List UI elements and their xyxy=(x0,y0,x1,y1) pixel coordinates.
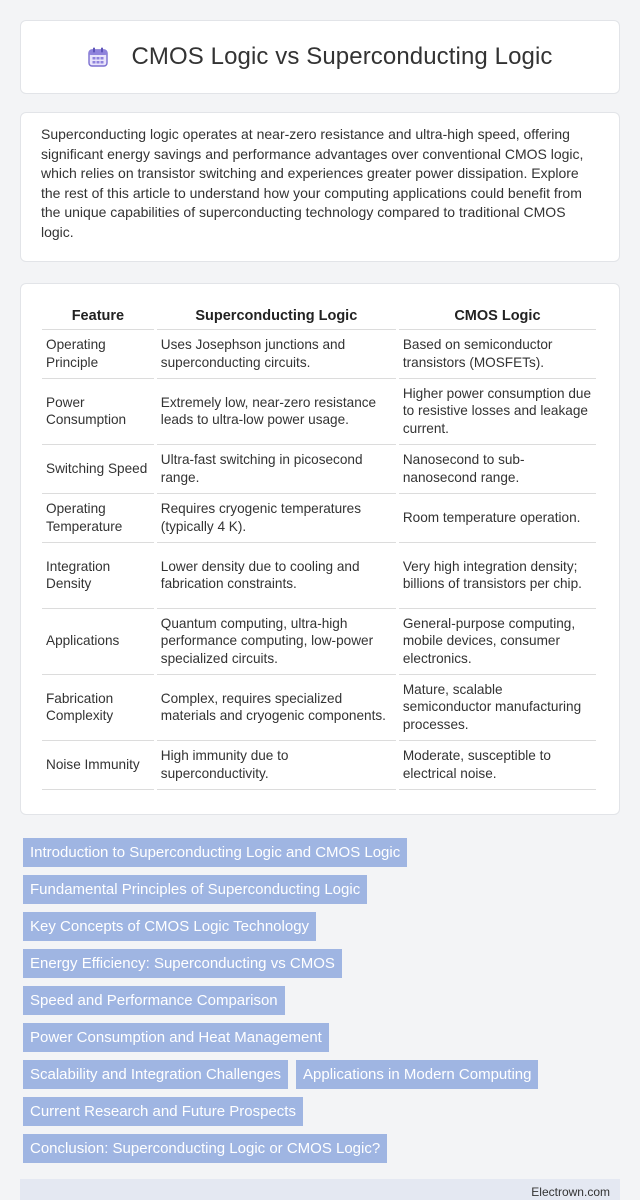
header-superconducting: Superconducting Logic xyxy=(157,302,396,330)
cell-superconducting: Requires cryogenic temperatures (typically 4 K). xyxy=(157,494,396,543)
toc-links xyxy=(23,838,623,1171)
toc-link-introduction[interactable]: Introduction to Superconducting Logic and CMOS Logic xyxy=(23,838,407,867)
title-card xyxy=(20,20,620,94)
toc-link-speed-performance[interactable]: Speed and Performance Comparison xyxy=(23,986,285,1015)
cell-feature: Applications xyxy=(42,609,154,675)
toc-link-conclusion[interactable]: Conclusion: Superconducting Logic or CMOS Logic? xyxy=(23,1134,387,1163)
footer-site-name[interactable]: Electrown.com xyxy=(531,1185,610,1199)
toc-link-applications[interactable]: Applications in Modern Computing xyxy=(296,1060,538,1089)
toc-link-energy-efficiency[interactable]: Energy Efficiency: Superconducting vs CMOS xyxy=(23,949,342,978)
intro-card xyxy=(20,112,620,262)
toc-link-key-concepts[interactable]: Key Concepts of CMOS Logic Technology xyxy=(23,912,316,941)
cell-superconducting: High immunity due to superconductivity. xyxy=(157,741,396,790)
cell-cmos: Higher power consumption due to resistive losses and leakage current. xyxy=(399,379,596,445)
cell-cmos: Nanosecond to sub-nanosecond range. xyxy=(399,445,596,494)
cell-superconducting: Complex, requires specialized materials and cryogenic components. xyxy=(157,675,396,741)
cell-superconducting: Quantum computing, ultra-high performance computing, low-power specialized circuits. xyxy=(157,609,396,675)
cell-cmos: Very high integration density; billions of transistors per chip. xyxy=(399,543,596,609)
table-row xyxy=(42,543,596,609)
table-row xyxy=(42,330,596,379)
cell-feature: Operating Principle xyxy=(42,330,154,379)
footer xyxy=(20,1179,620,1200)
cell-cmos: Mature, scalable semiconductor manufacturing processes. xyxy=(399,675,596,741)
cell-superconducting: Uses Josephson junctions and superconducting circuits. xyxy=(157,330,396,379)
cell-feature: Switching Speed xyxy=(42,445,154,494)
cell-feature: Noise Immunity xyxy=(42,741,154,790)
header-cmos: CMOS Logic xyxy=(399,302,596,330)
table-row xyxy=(42,445,596,494)
cell-cmos: Moderate, susceptible to electrical noise. xyxy=(399,741,596,790)
intro-text: Superconducting logic operates at near-zero resistance and ultra-high speed, offering significant energy savings and performance advantages over conventional CMOS logic, which relies on transistor switching and experiences greater power dissipation. Explore the rest of this article to understand how your computing applications could benefit from the unique capabilities of superconducting technology compared to traditional CMOS logic. xyxy=(41,126,584,240)
table-card xyxy=(20,283,620,815)
toc-link-power-heat[interactable]: Power Consumption and Heat Management xyxy=(23,1023,329,1052)
table-row xyxy=(42,494,596,543)
table-row xyxy=(42,741,596,790)
cell-feature: Operating Temperature xyxy=(42,494,154,543)
cell-superconducting: Lower density due to cooling and fabrication constraints. xyxy=(157,543,396,609)
cell-cmos: General-purpose computing, mobile devices, consumer electronics. xyxy=(399,609,596,675)
table-header-row xyxy=(42,302,596,330)
toc-link-current-research[interactable]: Current Research and Future Prospects xyxy=(23,1097,303,1126)
comparison-table xyxy=(39,302,599,790)
cell-superconducting: Ultra-fast switching in picosecond range. xyxy=(157,445,396,494)
cell-feature: Power Consumption xyxy=(42,379,154,445)
table-row xyxy=(42,609,596,675)
calendar-icon xyxy=(87,46,109,68)
table-row xyxy=(42,379,596,445)
table-row xyxy=(42,675,596,741)
header-feature: Feature xyxy=(42,302,154,330)
cell-feature: Fabrication Complexity xyxy=(42,675,154,741)
toc-link-fundamental-principles[interactable]: Fundamental Principles of Superconducting Logic xyxy=(23,875,367,904)
cell-cmos: Room temperature operation. xyxy=(399,494,596,543)
cell-superconducting: Extremely low, near-zero resistance leads to ultra-low power usage. xyxy=(157,379,396,445)
cell-cmos: Based on semiconductor transistors (MOSFETs). xyxy=(399,330,596,379)
toc-link-scalability[interactable]: Scalability and Integration Challenges xyxy=(23,1060,288,1089)
cell-feature: Integration Density xyxy=(42,543,154,609)
page-title: CMOS Logic vs Superconducting Logic xyxy=(131,43,553,70)
